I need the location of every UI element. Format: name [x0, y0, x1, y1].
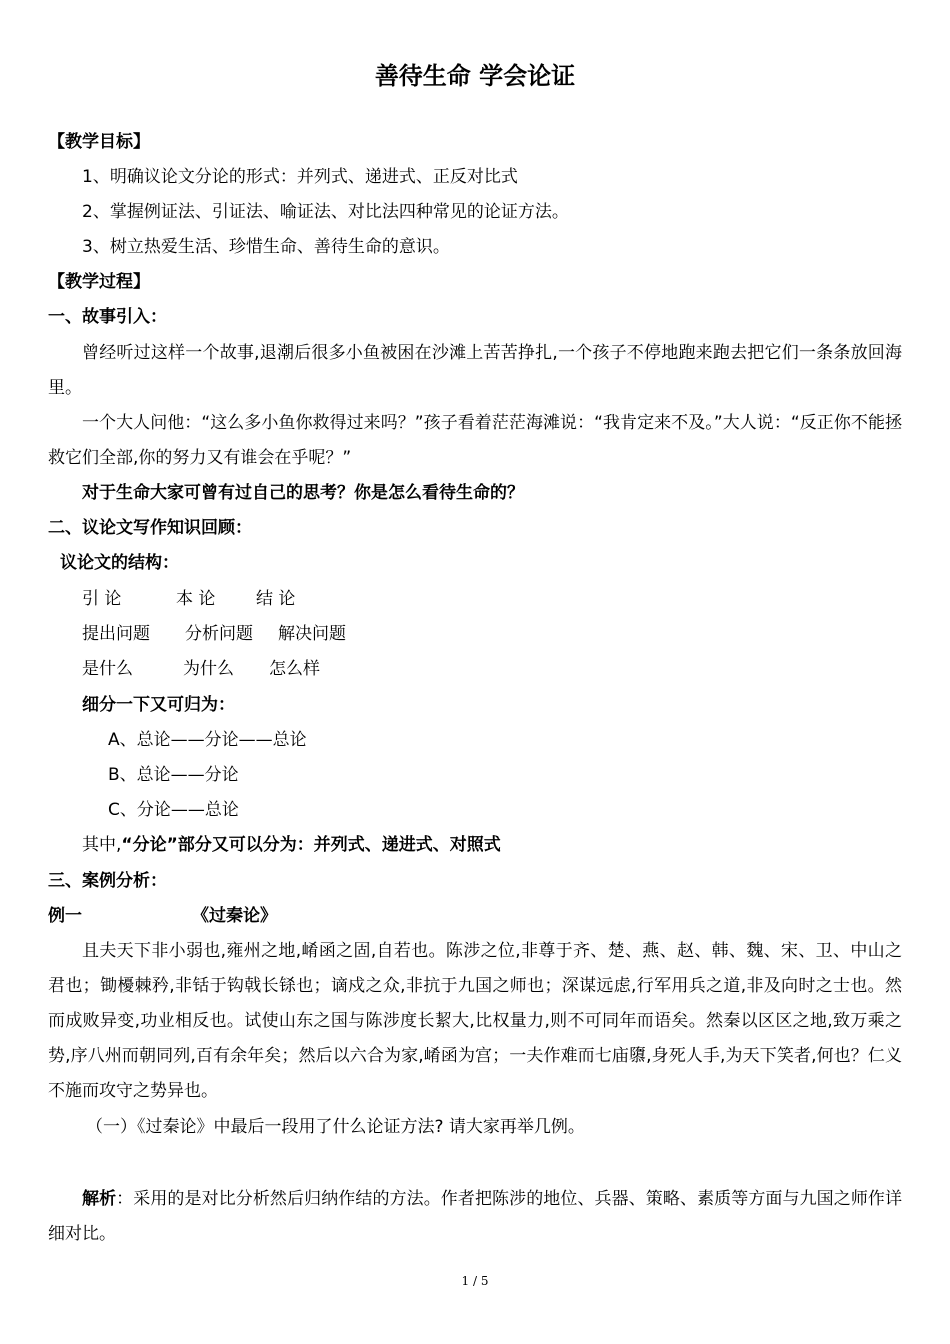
goal-item-1: 1、明确议论文分论的形式：并列式、递进式、正反对比式 [82, 167, 518, 187]
structure-row-1 [82, 588, 295, 610]
example-heading [48, 905, 277, 927]
goal-item-3: 3、树立热爱生活、珍惜生命、善待生命的意识。 [82, 237, 450, 257]
structure-option-a: A、总论——分论——总论 [108, 730, 307, 750]
subdivide-heading: 细分一下又可归为： [82, 695, 235, 715]
analysis-text: ：采用的是对比分析然后归纳作结的方法。作者把陈涉的地位、兵器、策略、素质等方面与九国之师作详细对比。 [48, 1189, 902, 1244]
structure-cell: 解决问题 [278, 624, 346, 644]
section3-heading: 三、案例分析： [48, 871, 167, 891]
page-number: 1 / 5 [461, 1274, 489, 1288]
structure-cell: 是什么 [82, 659, 133, 679]
page-title: 善待生命 学会论证 [374, 62, 576, 90]
structure-row-3 [82, 658, 320, 680]
structure-cell: 本 论 [176, 589, 216, 609]
example-title: 《过秦论》 [192, 906, 277, 926]
structure-cell: 提出问题 [82, 624, 150, 644]
example-passage: 且夫天下非小弱也,雍州之地,崤函之固,自若也。陈涉之位,非尊于齐、楚、燕、赵、韩、魏、宋、卫、中山之君也；锄櫌棘矜,非铦于钩戟长铩也；谪戍之众,非抗于九国之师也；深谋远虑,行军用兵之道,非及向时之士也。然而成败异变,功业相反也。试使山东之国与陈涉度长絜大,比权量力,则不可同年而语矣。然秦以区区之地,致万乘之势,序八州而朝同列,百有余年矣；然后以六合为家,崤函为宫；一夫作难而七庙隳,身死人手,为天下笑者,何也？仁义不施而攻守之势异也。 [48, 941, 902, 1101]
structure-option-c: C、分论——总论 [108, 800, 239, 820]
structure-heading: 议论文的结构： [60, 553, 179, 573]
structure-cell: 分析问题 [185, 624, 253, 644]
note-emphasis: “分论”部分又可以分为：并列式、递进式、对照式 [121, 835, 501, 855]
section1-heading: 一、故事引入： [48, 307, 167, 327]
goals-heading: 【教学目标】 [48, 132, 150, 152]
structure-note [82, 834, 501, 856]
story-paragraph-1: 曾经听过这样一个故事,退潮后很多小鱼被困在沙滩上苦苦挣扎,一个孩子不停地跑来跑去把它们一条条放回海里。 [48, 343, 902, 398]
structure-cell: 引 论 [82, 589, 122, 609]
case-question-1: （一）《过秦论》中最后一段用了什么论证方法? 请大家再举几例。 [86, 1117, 585, 1137]
note-prefix: 其中, [82, 835, 122, 855]
section2-heading: 二、议论文写作知识回顾： [48, 518, 252, 538]
structure-cell: 结 论 [256, 589, 296, 609]
structure-cell: 怎么样 [269, 659, 320, 679]
story-paragraph-2: 一个大人问他：“这么多小鱼你救得过来吗？”孩子看着茫茫海滩说：“我肯定来不及。”大人说：“反正你不能拯救它们全部,你的努力又有谁会在乎呢？” [48, 413, 902, 468]
analysis-paragraph [48, 1182, 902, 1252]
analysis-label: 解析 [82, 1189, 117, 1209]
structure-row-2 [82, 623, 346, 645]
structure-option-b: B、总论——分论 [108, 765, 239, 785]
process-heading: 【教学过程】 [48, 272, 150, 292]
example-label: 例一 [48, 906, 82, 926]
goal-item-2: 2、掌握例证法、引证法、喻证法、对比法四种常见的论证方法。 [82, 202, 569, 222]
structure-cell: 为什么 [183, 659, 234, 679]
story-question: 对于生命大家可曾有过自己的思考？你是怎么看待生命的？ [82, 483, 524, 503]
